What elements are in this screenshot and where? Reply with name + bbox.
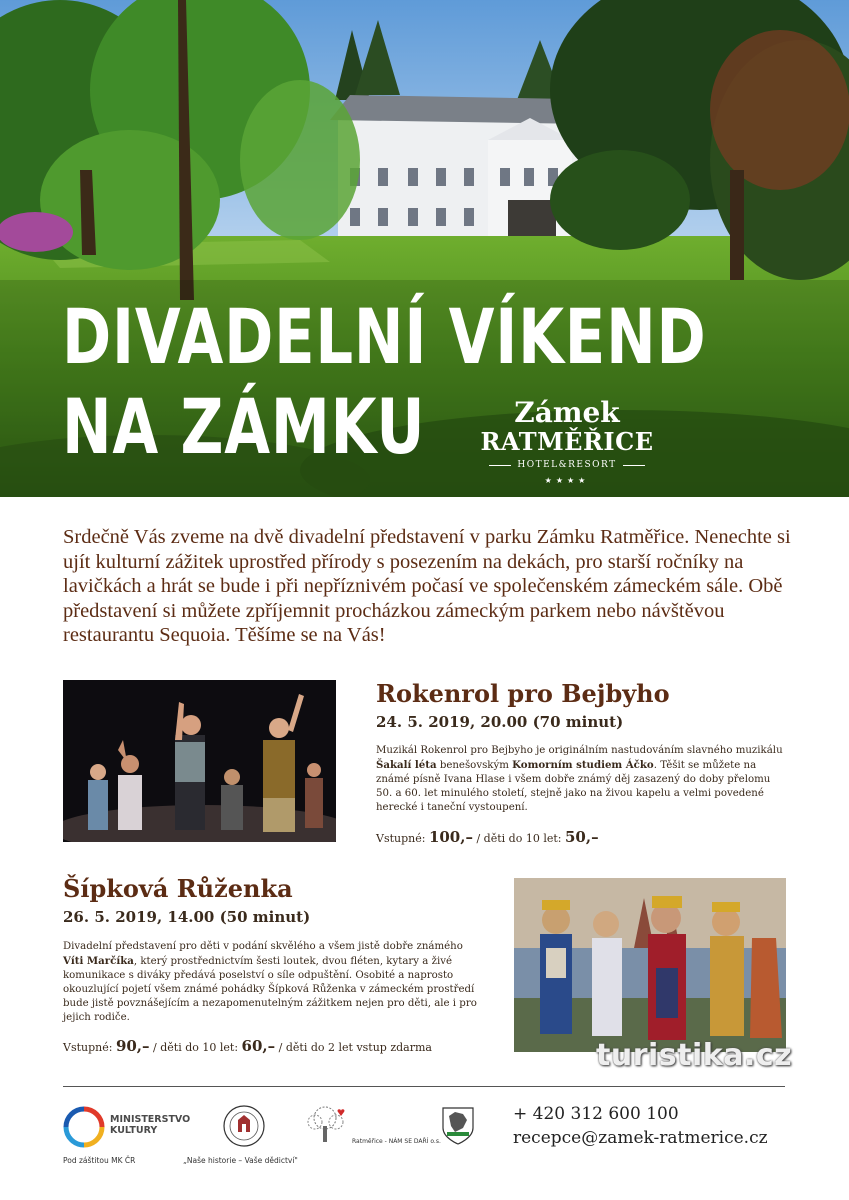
caption-mk: Pod záštitou MK ČR: [63, 1156, 136, 1165]
event-1-desc-part: Muzikál Rokenrol pro Bejbyho je originálním nastudováním slavného muzikálu: [376, 745, 783, 756]
event-1-desc-part: benešovským: [436, 760, 513, 771]
logo-rule-left: [489, 465, 511, 466]
mk-line2: KULTURY: [110, 1125, 158, 1136]
event-1-date: 24. 5. 2019, 20.00 (70 minut): [376, 713, 624, 731]
price-child: 50,–: [564, 828, 599, 846]
watermark: turistika.cz: [596, 1038, 793, 1073]
footer-divider: [63, 1086, 785, 1087]
logo-stars: ★★★★: [544, 476, 590, 485]
hero-banner: [0, 0, 849, 497]
puppet-show-photo: [514, 878, 786, 1052]
price-label: / děti do 10 let:: [149, 1041, 242, 1054]
logo-line1: Zámek: [514, 396, 620, 429]
hero-title-line1: DIVADELNÍ VÍKEND: [62, 292, 707, 381]
logo-subtitle-row: [478, 460, 656, 470]
marionettes-image: [514, 878, 786, 1052]
tree-logo-icon: [300, 1104, 350, 1144]
ministry-culture-logo-icon: [63, 1106, 105, 1148]
event-1-desc-studio: Komorním studiem Áčko: [512, 759, 654, 771]
mk-line1: MINISTERSTVO: [110, 1114, 191, 1125]
event-1-desc-part: . Těšit se můžete na známé písně Ivana Hlase i všem dobře známý děj zasazený do doby přelomu 50. a 60. let minulého století, stejně jako na živou kapelu a velmi povedené herecké i taneční vystoupení.: [376, 760, 771, 813]
event-1-desc-musical: Šakalí léta: [376, 759, 437, 771]
logo-line2: RATMĚŘICE: [480, 427, 654, 456]
heritage-seal-icon: [222, 1104, 266, 1148]
event-2-title: Šípková Růženka: [63, 874, 293, 903]
caption-ratmerice: Ratměřice - NÁM SE DAŘÍ o.s.: [352, 1138, 441, 1145]
event-2-desc-performer: Víti Marčíka: [63, 955, 134, 967]
intro-paragraph: Srdečně Vás zveme na dvě divadelní představení v parku Zámku Ratměřice. Nenechte si ujít kulturní zážitek uprostřed přírody s posezením na dekách, pro starší ročníky na lavičkách a hrát se bude i při nepříznivém počasí ve společenském zámeckém sále. Obě představení si můžete zpříjemnit procházkou zámeckým parkem nebo návštěvou restaurantu Sequoia. Těšíme se na Vás!: [63, 526, 791, 646]
event-1-description: [376, 744, 786, 815]
event-1-title: Rokenrol pro Bejbyho: [376, 679, 670, 708]
contact-email[interactable]: recepce@zamek-ratmerice.cz: [513, 1128, 768, 1148]
stage-performers-image: [63, 680, 336, 842]
price-adult: 90,–: [115, 1037, 150, 1055]
logo-subtitle: HOTEL&RESORT: [517, 460, 617, 470]
contact-block: [513, 1102, 768, 1150]
price-adult: 100,–: [428, 828, 473, 846]
event-2-price: [63, 1037, 432, 1055]
coat-of-arms-icon: [441, 1106, 475, 1146]
event-2-date: 26. 5. 2019, 14.00 (50 minut): [63, 908, 311, 926]
caption-heritage: „Naše historie – Vaše dědictví": [183, 1156, 298, 1165]
contact-phone[interactable]: + 420 312 600 100: [513, 1104, 679, 1124]
price-child: 60,–: [241, 1037, 276, 1055]
event-2-description: [63, 940, 481, 1025]
price-label: Vstupné:: [376, 832, 429, 845]
logo-rule-right: [623, 465, 645, 466]
rock-musical-photo: [63, 680, 336, 842]
hotel-logo: [478, 398, 656, 485]
event-2-desc-part: , který prostřednictvím šesti loutek, dvou fléten, kytary a živé komunikace s diváky předává poselství o síle odpuštění. Osobité a naprosto okouzlující pojetí všem známé pohádky Šípková Růženka v zámeckém prostředí bude jistě povznášejícím a nezapomenutelným zážitkem nejen pro děti, ale i pro jejich rodiče.: [63, 956, 477, 1023]
event-1-price: [376, 828, 599, 846]
event-2-desc-part: Divadelní představení pro děti v podání skvělého a všem jistě dobře známého: [63, 941, 463, 952]
price-label: / děti do 10 let:: [472, 832, 565, 845]
ministry-culture-wordmark: [110, 1114, 190, 1136]
price-label: / děti do 2 let vstup zdarma: [275, 1041, 432, 1054]
price-label: Vstupné:: [63, 1041, 116, 1054]
hero-title-line2: NA ZÁMKU: [62, 382, 426, 471]
